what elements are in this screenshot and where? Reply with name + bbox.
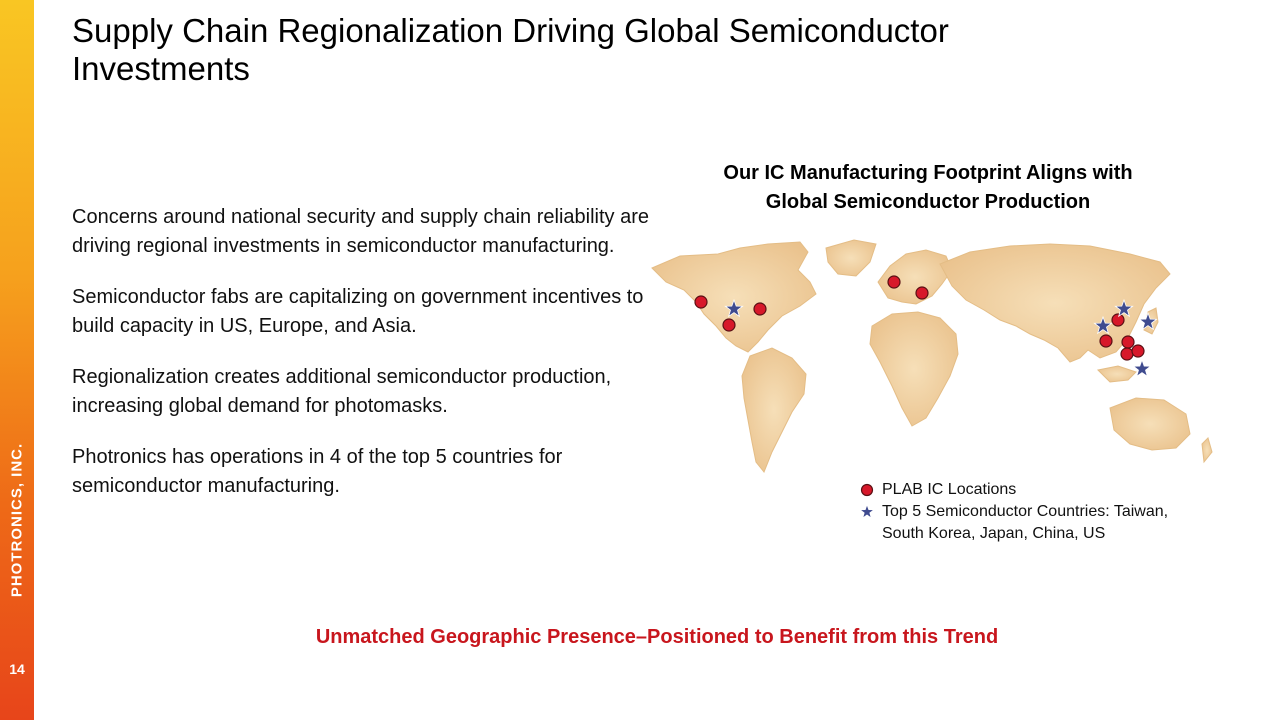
location-marker-china	[1100, 335, 1112, 347]
bullet-list	[72, 203, 662, 523]
bullet-government-incentives: Semiconductor fabs are capitalizing on government incentives to build capacity in US, Europe, and Asia.	[72, 286, 644, 337]
location-marker-taiwan	[1132, 345, 1144, 357]
bullet-photomask-demand: Regionalization creates additional semiconductor production, increasing global demand for photomasks.	[72, 366, 612, 417]
new-zealand-landmass	[1202, 438, 1212, 462]
location-marker-us-south	[723, 319, 735, 331]
map-legend	[858, 479, 1188, 545]
bullet-operations: Photronics has operations in 4 of the top 5 countries for semiconductor manufacturing.	[72, 446, 563, 497]
map-title: Our IC Manufacturing Footprint Aligns with Global Semiconductor Production	[723, 162, 1133, 213]
location-marker-us-east	[754, 303, 766, 315]
location-marker-germany	[916, 287, 928, 299]
tagline: Unmatched Geographic Presence–Positioned to Benefit from this Trend	[315, 626, 999, 648]
slide-title: Supply Chain Regionalization Driving Global Semiconductor Investments	[72, 12, 949, 87]
southeast-asia-islands	[1098, 366, 1136, 382]
australia-landmass	[1110, 398, 1190, 450]
legend-row-countries	[858, 501, 1188, 545]
location-marker-us-west	[695, 296, 707, 308]
blue-star-icon	[860, 505, 874, 519]
world-map	[640, 230, 1220, 495]
legend-row-locations	[858, 479, 1188, 501]
location-marker-china-3	[1121, 348, 1133, 360]
legend-countries-label: Top 5 Semiconductor Countries: Taiwan, South Korea, Japan, China, US	[882, 503, 1169, 542]
location-marker-china-2	[1122, 336, 1134, 348]
red-dot-icon	[860, 483, 874, 497]
page-number: 14	[9, 661, 25, 677]
location-marker-korea	[1112, 314, 1124, 326]
europe-landmass	[878, 250, 952, 304]
bullet-national-security: Concerns around national security and supply chain reliability are driving regional investments in semiconductor manufacturing.	[72, 206, 649, 257]
brand-name: PHOTRONICS, INC.	[8, 442, 26, 598]
country-star-taiwan	[1133, 360, 1150, 376]
brand-sidebar	[0, 0, 34, 720]
location-marker-uk	[888, 276, 900, 288]
south-america-landmass	[742, 348, 806, 472]
north-america-landmass	[652, 242, 816, 352]
greenland-landmass	[826, 240, 876, 276]
legend-locations-label: PLAB IC Locations	[882, 481, 1017, 498]
africa-landmass	[870, 312, 958, 426]
asia-landmass	[940, 244, 1170, 362]
